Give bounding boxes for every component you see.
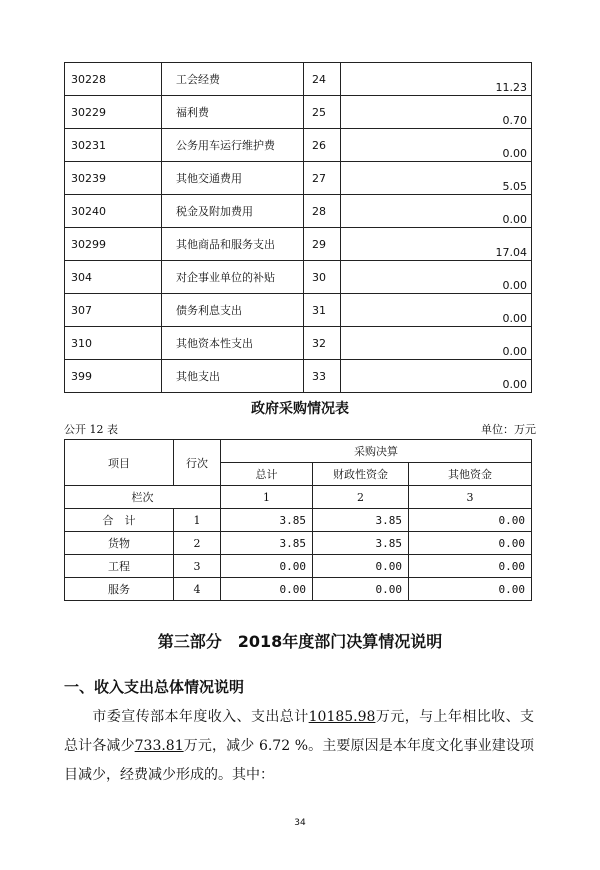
procurement-table xyxy=(64,439,532,601)
expense-code: 30240 xyxy=(65,195,162,228)
procurement-title: 政府采购情况表 xyxy=(251,401,349,417)
row-other: 0.00 xyxy=(409,555,532,578)
expense-amount: 0.00 xyxy=(341,129,532,162)
paragraph-text-c: 万元，减少 6.72 %。主要原因是本年度文化事业建设项目减少，经费减少形成的。其中： xyxy=(64,738,534,783)
expense-code: 310 xyxy=(65,327,162,360)
expense-code: 30231 xyxy=(65,129,162,162)
row-other: 0.00 xyxy=(409,509,532,532)
row-fiscal: 0.00 xyxy=(313,578,409,601)
expense-amount: 0.00 xyxy=(341,294,532,327)
row-fiscal: 0.00 xyxy=(313,555,409,578)
column-label: 栏次 xyxy=(65,486,221,509)
unit-label: 单位：万元 xyxy=(481,423,536,436)
expense-code: 399 xyxy=(65,360,162,393)
expense-name: 对企事业单位的补贴 xyxy=(162,261,304,294)
header-item: 项目 xyxy=(65,440,174,486)
header-group: 采购决算 xyxy=(221,440,532,463)
procurement-row xyxy=(65,509,532,532)
table-number: 公开 12 表 xyxy=(64,423,118,436)
expense-row xyxy=(65,195,532,228)
row-item: 合 计 xyxy=(65,509,174,532)
part-three-title: 第三部分 2018年度部门决算情况说明 xyxy=(157,632,443,651)
expense-code: 30299 xyxy=(65,228,162,261)
expense-table xyxy=(64,62,532,393)
expense-line: 31 xyxy=(304,294,341,327)
expense-amount: 17.04 xyxy=(341,228,532,261)
expense-row xyxy=(65,360,532,393)
row-total: 0.00 xyxy=(221,578,313,601)
header-other: 其他资金 xyxy=(409,463,532,486)
expense-row xyxy=(65,327,532,360)
column-3: 3 xyxy=(409,486,532,509)
procurement-row xyxy=(65,578,532,601)
header-total: 总计 xyxy=(221,463,313,486)
row-total: 0.00 xyxy=(221,555,313,578)
expense-amount: 0.00 xyxy=(341,360,532,393)
expense-code: 30229 xyxy=(65,96,162,129)
expense-name: 税金及附加费用 xyxy=(162,195,304,228)
expense-name: 债务利息支出 xyxy=(162,294,304,327)
expense-line: 29 xyxy=(304,228,341,261)
column-number-row xyxy=(65,486,532,509)
expense-name: 工会经费 xyxy=(162,63,304,96)
decrease-amount: 733.81 xyxy=(134,738,184,754)
column-1: 1 xyxy=(221,486,313,509)
expense-row xyxy=(65,63,532,96)
expense-code: 307 xyxy=(65,294,162,327)
row-total: 3.85 xyxy=(221,532,313,555)
paragraph-text-b: 万元，与上年相比收、支总计各减少 xyxy=(64,709,535,754)
expense-row xyxy=(65,228,532,261)
row-fiscal: 3.85 xyxy=(313,532,409,555)
header-fiscal: 财政性资金 xyxy=(313,463,409,486)
expense-amount: 11.23 xyxy=(341,63,532,96)
page-number: 34 xyxy=(294,818,306,828)
column-2: 2 xyxy=(313,486,409,509)
expense-amount: 0.70 xyxy=(341,96,532,129)
expense-code: 30228 xyxy=(65,63,162,96)
procurement-row xyxy=(65,532,532,555)
expense-name: 公务用车运行维护费 xyxy=(162,129,304,162)
expense-name: 其他支出 xyxy=(162,360,304,393)
expense-code: 30239 xyxy=(65,162,162,195)
row-fiscal: 3.85 xyxy=(313,509,409,532)
expense-row xyxy=(65,162,532,195)
row-other: 0.00 xyxy=(409,578,532,601)
expense-name: 其他商品和服务支出 xyxy=(162,228,304,261)
expense-line: 33 xyxy=(304,360,341,393)
row-item: 服务 xyxy=(65,578,174,601)
expense-name: 其他资本性支出 xyxy=(162,327,304,360)
row-item: 工程 xyxy=(65,555,174,578)
total-amount: 10185.98 xyxy=(308,709,376,725)
expense-amount: 5.05 xyxy=(341,162,532,195)
expense-row xyxy=(65,261,532,294)
header-row-1 xyxy=(65,440,532,463)
section-title: 一、收入支出总体情况说明 xyxy=(64,678,245,696)
expense-amount: 0.00 xyxy=(341,327,532,360)
expense-line: 25 xyxy=(304,96,341,129)
expense-line: 30 xyxy=(304,261,341,294)
row-total: 3.85 xyxy=(221,509,313,532)
expense-name: 其他交通费用 xyxy=(162,162,304,195)
expense-line: 24 xyxy=(304,63,341,96)
row-line: 3 xyxy=(174,555,221,578)
row-other: 0.00 xyxy=(409,532,532,555)
expense-name: 福利费 xyxy=(162,96,304,129)
expense-row xyxy=(65,129,532,162)
paragraph-text-a: 市委宣传部本年度收入、支出总计 xyxy=(92,709,309,725)
expense-row xyxy=(65,96,532,129)
row-line: 2 xyxy=(174,532,221,555)
row-item: 货物 xyxy=(65,532,174,555)
expense-line: 28 xyxy=(304,195,341,228)
row-line: 4 xyxy=(174,578,221,601)
expense-line: 26 xyxy=(304,129,341,162)
header-line: 行次 xyxy=(174,440,221,486)
expense-line: 32 xyxy=(304,327,341,360)
body-paragraph xyxy=(64,703,534,790)
procurement-row xyxy=(65,555,532,578)
expense-row xyxy=(65,294,532,327)
expense-amount: 0.00 xyxy=(341,261,532,294)
row-line: 1 xyxy=(174,509,221,532)
expense-code: 304 xyxy=(65,261,162,294)
expense-line: 27 xyxy=(304,162,341,195)
expense-amount: 0.00 xyxy=(341,195,532,228)
